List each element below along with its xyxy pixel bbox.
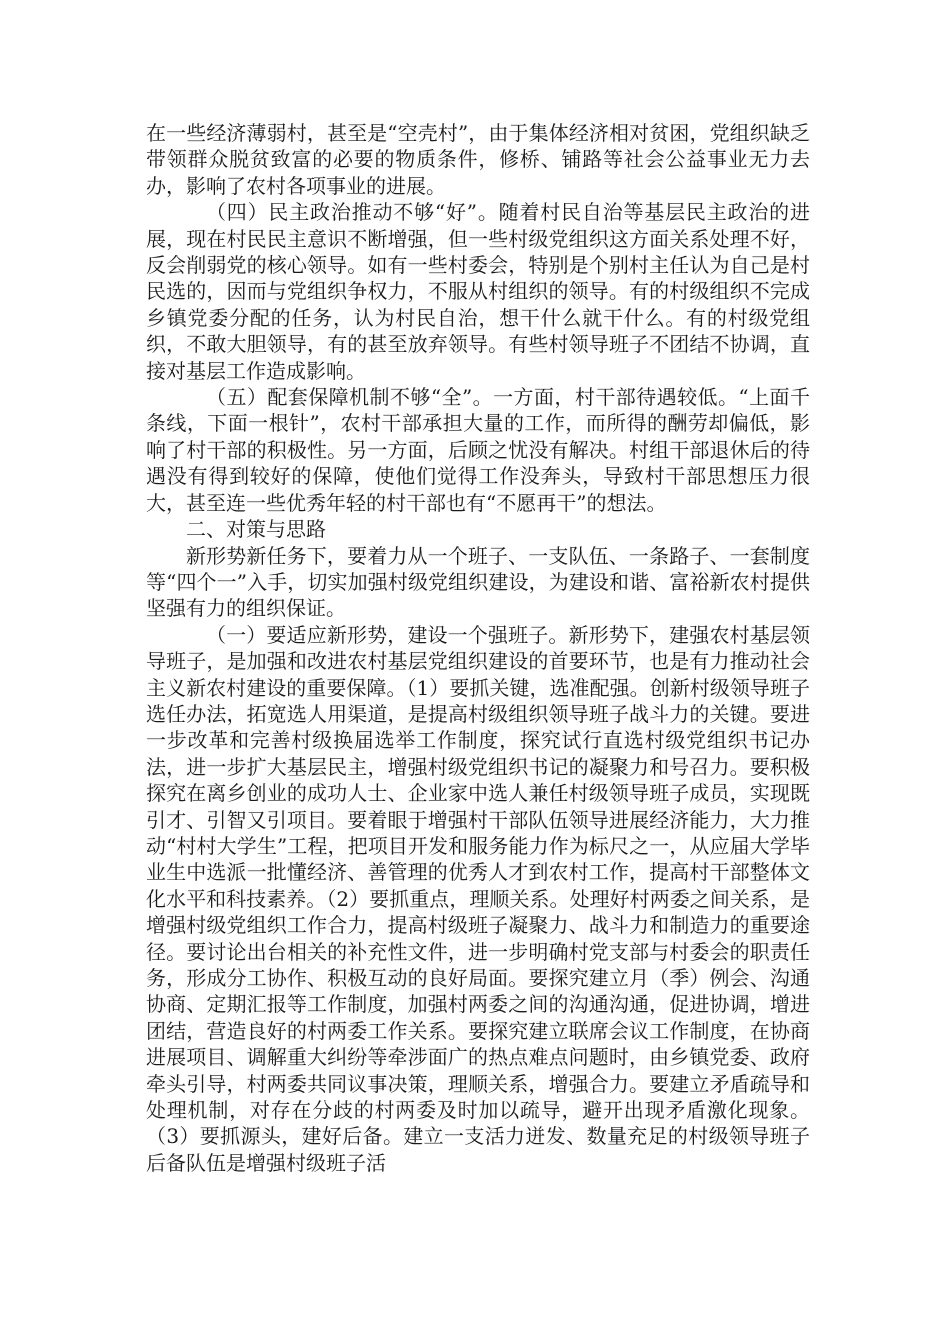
paragraph-section-four: （四）民主政治推动不够“好”。随着村民自治等基层民主政治的进展，现在村民民主意识不断增强，但一些村级党组织这方面关系处理不好，反会削弱党的核心领导。如有一些村委会，特别是个别村主任认为自己是村民选的，因而与党组织争权力，不服从村组织的领导。有的村级组织不完成乡镇党委分配的任务，认为村民自治，想干什么就干什么。有的村级党组织，不敢大胆领导，有的甚至放弃领导。有些村领导班子不团结不协调，直接对基层工作造成影响。: [146, 200, 810, 383]
section-heading-countermeasures: 二、对策与思路: [186, 517, 326, 542]
document-body: [146, 120, 810, 1176]
paragraph-intro-four-ones: 新形势新任务下，要着力从一个班子、一支队伍、一条路子、一套制度等“四个一”入手，切实加强村级党组织建设，为建设和谐、富裕新农村提供坚强有力的组织保证。: [146, 543, 810, 621]
paragraph-section-five: （五）配套保障机制不够“全”。一方面，村干部待遇较低。“上面千条线，下面一根针”，农村干部承担大量的工作，而所得的酬劳却偏低，影响了村干部的积极性。另一方面，后顾之忧没有解决。村组干部退休后的待遇没有得到较好的保障，使他们觉得工作没奔头，导致村干部思想压力很大，甚至连一些优秀年轻的村干部也有“不愿再干”的想法。: [146, 385, 810, 515]
paragraph-strong-team: （一）要适应新形势，建设一个强班子。新形势下，建强农村基层领导班子，是加强和改进农村基层党组织建设的首要环节，也是有力推动社会主义新农村建设的重要保障。（1）要抓关键，选准配强。创新村级领导班子选任办法，拓宽选人用渠道，是提高村级组织领导班子战斗力的关键。要进一步改革和完善村级换届选举工作制度，探究试行直选村级党组织书记办法，进一步扩大基层民主，增强村级党组织书记的凝聚力和号召力。要积极探究在离乡创业的成功人士、企业家中选人兼任村级领导班子成员，实现既引才、引智又引项目。要着眼于增强村干部队伍领导进展经济能力，大力推动“村村大学生”工程，把项目开发和服务能力作为标尺之一，从应届大学毕业生中选派一批懂经济、善管理的优秀人才到农村工作，提高村干部整体文化水平和科技素养。（2）要抓重点，理顺关系。处理好村两委之间关系，是增强村级党组织工作合力，提高村级班子凝聚力、战斗力和制造力的重要途径。要讨论出台相关的补充性文件，进一步明确村党支部与村委会的职责任务，形成分工协作、积极互动的良好局面。要探究建立月（季）例会、沟通协商、定期汇报等工作制度，加强村两委之间的沟通沟通，促进协调，增进团结，营造良好的村两委工作关系。要探究建立联席会议工作制度，在协商进展项目、调解重大纠纷等牵涉面广的热点难点问题时，由乡镇党委、政府牵头引导，村两委共同议事决策，理顺关系，增强合力。要建立矛盾疏导和处理机制，对存在分歧的村两委及时加以疏导，避开出现矛盾激化现象。（3）要抓源头，建好后备。建立一支活力迸发、数量充足的村级领导班子后备队伍是增强村级班子活: [146, 622, 810, 1175]
paragraph-continuation: 在一些经济薄弱村，甚至是“空壳村”，由于集体经济相对贫困，党组织缺乏带领群众脱贫致富的必要的物质条件，修桥、铺路等社会公益事业无力去办，影响了农村各项事业的进展。: [146, 121, 810, 198]
